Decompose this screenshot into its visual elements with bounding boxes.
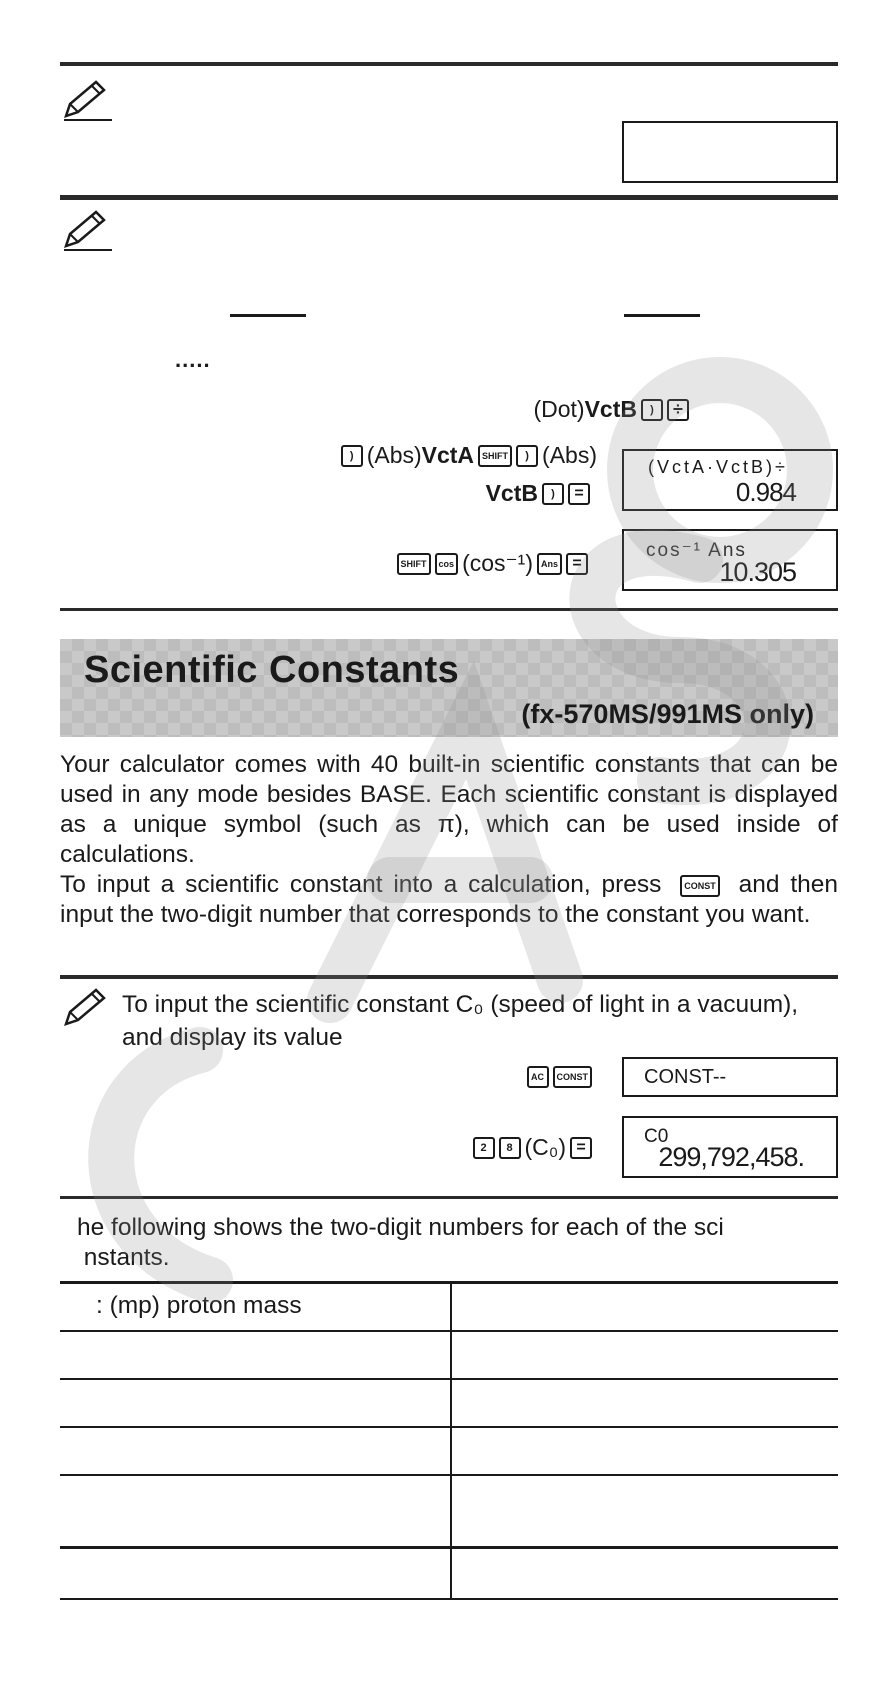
equals-key[interactable]: = [568, 483, 590, 505]
keystroke-line-3 [486, 480, 590, 507]
abs-label: (Abs) [366, 442, 422, 468]
display-expression: cos⁻¹ Ans [646, 540, 747, 561]
keystroke-line-2 [341, 442, 597, 469]
example-description: To input the scientific constant C₀ (speed of light in a vacuum), and display its value [122, 991, 799, 1051]
paragraph-input-constant [60, 870, 838, 930]
paragraph-constants: Your calculator comes with 40 built-in scientific constants that can be used in any mode besides BASE. Each scientific constant is displayed as a unique symbol (such as π), which can be used inside of calculations. [60, 751, 838, 868]
calculator-display [622, 121, 838, 183]
ans-key[interactable]: Ans [537, 553, 562, 575]
vcta-label: VctA [421, 442, 475, 468]
display-expression: (VctA·VctB)÷ [648, 457, 788, 477]
intro-paragraphs [60, 750, 838, 930]
vctb-label: VctB [584, 396, 637, 422]
const-key[interactable]: CONST [680, 875, 720, 897]
arccos-label: (cos⁻¹) [462, 550, 533, 576]
shift-key[interactable]: SHIFT [478, 445, 512, 467]
divide-key[interactable]: ÷ [667, 399, 689, 421]
section-title: Scientific Constants [84, 649, 460, 691]
cos-key[interactable]: cos [435, 553, 459, 575]
table-row [60, 1549, 838, 1597]
calculator-display [622, 529, 838, 591]
table-row [60, 1428, 838, 1474]
shift-key[interactable]: SHIFT [397, 553, 431, 575]
pencil-icon [60, 986, 112, 1032]
display-expression: CONST-- [644, 1066, 727, 1088]
display-result: 10.305 [719, 557, 796, 587]
calculator-display [622, 449, 838, 511]
ac-key[interactable]: AC [527, 1066, 549, 1088]
section-subtitle: (fx-570MS/991MS only) [521, 699, 814, 729]
display-expression: C0 [644, 1126, 669, 1147]
dot-label: (Dot) [533, 396, 585, 422]
keystroke-line-1 [533, 396, 689, 423]
table-row [60, 1332, 838, 1378]
underline-mark [230, 314, 306, 317]
pencil-icon [60, 78, 112, 124]
table-bottom-border [60, 1598, 838, 1600]
two-key[interactable]: 2 [473, 1137, 495, 1159]
section-rule [60, 62, 838, 66]
keystroke-line-6 [473, 1134, 592, 1161]
section-rule [60, 608, 838, 611]
const-key[interactable]: CONST [553, 1066, 593, 1088]
keystroke-line-5 [527, 1066, 593, 1088]
pencil-icon [60, 208, 112, 254]
underline-mark [624, 314, 700, 317]
equals-key[interactable]: = [566, 553, 588, 575]
abs-label: (Abs) [542, 442, 597, 468]
table-cell-left: : (mp) proton mass [96, 1292, 302, 1319]
table-row [60, 1284, 838, 1330]
keystroke-line-4 [397, 550, 588, 577]
section-rule [60, 975, 838, 979]
ellipsis: ..... [175, 347, 211, 372]
table-row [60, 1476, 838, 1546]
display-result: 0.984 [735, 477, 796, 507]
close-paren-key[interactable]: ) [542, 483, 564, 505]
close-paren-key[interactable]: ) [641, 399, 663, 421]
section-rule [60, 195, 838, 200]
para-text: To input a scientific constant into a calculation, press [60, 871, 662, 898]
close-paren-key[interactable]: ) [341, 445, 363, 467]
equals-key[interactable]: = [570, 1137, 592, 1159]
para-text: and then input the two-digit number that corresponds to the constant you want. [60, 871, 839, 928]
close-paren-key[interactable]: ) [516, 445, 538, 467]
eight-key[interactable]: 8 [499, 1137, 521, 1159]
section-rule [60, 1196, 838, 1199]
calculator-display [622, 1116, 838, 1178]
vctb-label: VctB [485, 480, 538, 506]
calculator-display [622, 1057, 838, 1097]
table-intro: he following shows the two-digit numbers for each of the sci nstants. [77, 1214, 724, 1271]
section-banner [60, 639, 838, 737]
display-result: 299,792,458. [658, 1142, 804, 1172]
c0-label: (C₀) [524, 1134, 566, 1160]
table-row [60, 1380, 838, 1426]
